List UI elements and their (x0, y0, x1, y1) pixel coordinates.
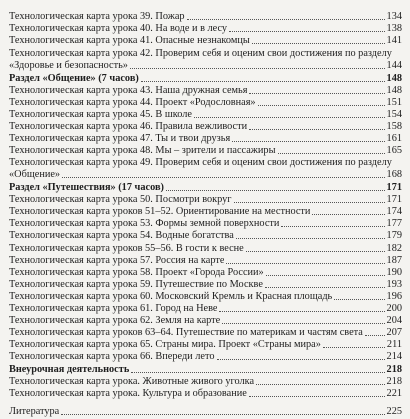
toc-entry-title: Технологическая карта урока 59. Путешествие по Москве (9, 279, 263, 290)
toc-page-number: 177 (386, 218, 402, 229)
toc-entry-title: Технологическая карта урока 42. Проверим себя и оценим свои достижения по разделу (9, 48, 392, 59)
toc-page-number: 148 (386, 73, 402, 84)
toc-page-number: 171 (386, 194, 402, 205)
toc-entry-title: Технологическая карта урока. Культура и образование (9, 388, 247, 399)
toc-page-number: 200 (386, 303, 402, 314)
toc-entry (9, 167, 402, 180)
toc-leader-dots (236, 230, 385, 239)
toc-entry-title: Технологическая карта урока 39. Пожар (9, 11, 185, 22)
toc-entry-title: Технологическая карта урока 46. Правила вежливости (9, 121, 248, 132)
toc-entry-title: Технологическая карта урока 45. В школе (9, 109, 192, 120)
toc-entry-title: Технологическая карта урока 48. Мы – зрители и пассажиры (9, 145, 276, 156)
toc-entry-title: Технологическая карта урока 41. Опасные незнакомцы (9, 35, 250, 46)
toc-entry-title: Технологическая карта урока 65. Страны мира. Проект «Страны мира» (9, 339, 321, 350)
toc-entry (9, 228, 402, 241)
toc-entry-title: Раздел «Общение» (7 часов) (9, 73, 139, 84)
toc-leader-dots (219, 303, 384, 312)
toc-page-number: 179 (386, 230, 402, 241)
toc-entry (9, 404, 402, 417)
toc-entry-title: Технологическая карта урока 62. Земля на карте (9, 315, 221, 326)
toc-entry-title: Технологическая карта урока 43. Наша дружная семья (9, 85, 248, 96)
toc-page-number: 190 (386, 267, 402, 278)
toc-entry (9, 386, 402, 399)
toc-leader-dots (258, 97, 385, 106)
toc-entry (9, 349, 402, 362)
toc-page-number: 171 (386, 182, 402, 193)
toc-page-number: 193 (386, 279, 402, 290)
toc-page-number: 158 (386, 121, 402, 132)
toc-leader-dots (131, 364, 384, 373)
toc-page-number: 204 (386, 315, 402, 326)
toc-leader-dots (226, 255, 384, 264)
toc-entry-title: Технологическая карта урока 53. Формы земной поверхности (9, 218, 280, 229)
toc-entry-title: Технологическая карта урока 60. Московский Кремль и Красная площадь (9, 291, 333, 302)
toc-page-number: 138 (386, 23, 402, 34)
toc-entry-title: Технологическая карта урока 58. Проект «Города России» (9, 267, 264, 278)
toc-entry-title: Технологическая карта урока. Животные живого уголка (9, 376, 255, 387)
toc-entry (9, 33, 402, 46)
toc-leader-dots (222, 315, 384, 324)
toc-leader-dots (229, 23, 384, 32)
toc-page-number: 154 (386, 109, 402, 120)
toc-page-number: 225 (386, 406, 402, 417)
toc-page-number: 148 (386, 85, 402, 96)
toc-page-number: 134 (386, 11, 402, 22)
toc-entry-title: Технологическая карта урока 61. Город на Неве (9, 303, 218, 314)
toc-leader-dots (249, 388, 385, 397)
toc-page-number: 218 (386, 364, 402, 375)
toc-leader-dots (217, 351, 385, 360)
toc-page-number: 218 (386, 376, 402, 387)
toc-leader-dots (252, 35, 385, 44)
toc-page-number: 161 (386, 133, 402, 144)
toc-leader-dots (265, 279, 385, 288)
toc-page-number: 196 (386, 291, 402, 302)
toc-entry-title: Технологическая карта урока 66. Впереди лето (9, 351, 215, 362)
toc-page-number: 151 (386, 97, 402, 108)
toc-entry-title: Технологическая карта урока 49. Проверим себя и оценим свои достижения по разделу (9, 157, 392, 168)
toc-page-number: 174 (386, 206, 402, 217)
toc-page-number: 211 (386, 339, 402, 350)
toc-leader-dots (281, 218, 384, 227)
toc-leader-dots (256, 376, 384, 385)
toc-entry-title: Раздел «Путешествия» (17 часов) (9, 182, 164, 193)
toc-entry-title: Технологическая карта уроков 51–52. Ориентирование на местности (9, 206, 311, 217)
toc-page-number: 141 (386, 35, 402, 46)
toc-entry-title: Внеурочная деятельность (9, 364, 130, 375)
toc-entry-title: «Здоровье и безопасность» (9, 60, 128, 71)
toc-page-number: 144 (386, 60, 402, 71)
toc-leader-dots (234, 194, 385, 203)
toc-page-number: 207 (386, 327, 402, 338)
toc-entry-title: «Общение» (9, 169, 61, 180)
toc-entry-title: Технологическая карта урока 54. Водные богатства (9, 230, 234, 241)
toc-leader-dots (61, 406, 384, 415)
toc-leader-dots (246, 243, 385, 252)
toc-leader-dots (141, 73, 385, 82)
toc-entry-title: Технологическая карта урока 50. Посмотри вокруг (9, 194, 232, 205)
toc-leader-dots (187, 11, 385, 20)
toc-entry-title: Технологическая карта уроков 63–64. Путешествие по материкам и частям света (9, 327, 363, 338)
toc-leader-dots (312, 206, 384, 215)
toc-leader-dots (334, 291, 384, 300)
toc-page-number: 168 (386, 169, 402, 180)
toc-entry-title: Технологическая карта урока 44. Проект «Родословная» (9, 97, 256, 108)
toc-leader-dots (323, 339, 385, 348)
toc-leader-dots (194, 109, 385, 118)
toc-leader-dots (278, 145, 385, 154)
toc-page-number: 214 (386, 351, 402, 362)
toc-page-number: 165 (386, 145, 402, 156)
toc-entry-title: Технологическая карта урока 40. На воде и в лесу (9, 23, 228, 34)
toc-entry-title: Технологическая карта урока 57. Россия на карте (9, 255, 225, 266)
toc-leader-dots (62, 169, 384, 178)
toc-page-number: 221 (386, 388, 402, 399)
toc-leader-dots (249, 85, 384, 94)
toc-leader-dots (266, 267, 385, 276)
toc-leader-dots (130, 60, 385, 69)
toc-entry-title: Технологическая карта урока 47. Ты и твои друзья (9, 133, 231, 144)
toc-leader-dots (249, 121, 384, 130)
toc-leader-dots (166, 182, 385, 191)
toc-entry (9, 58, 402, 71)
toc-entry-title: Литература (9, 406, 60, 417)
toc-entry-title: Технологическая карта уроков 55–56. В гости к весне (9, 243, 244, 254)
toc-leader-dots (365, 327, 385, 336)
toc-page-number: 182 (386, 243, 402, 254)
toc-page-number: 187 (386, 255, 402, 266)
toc-leader-dots (232, 133, 384, 142)
